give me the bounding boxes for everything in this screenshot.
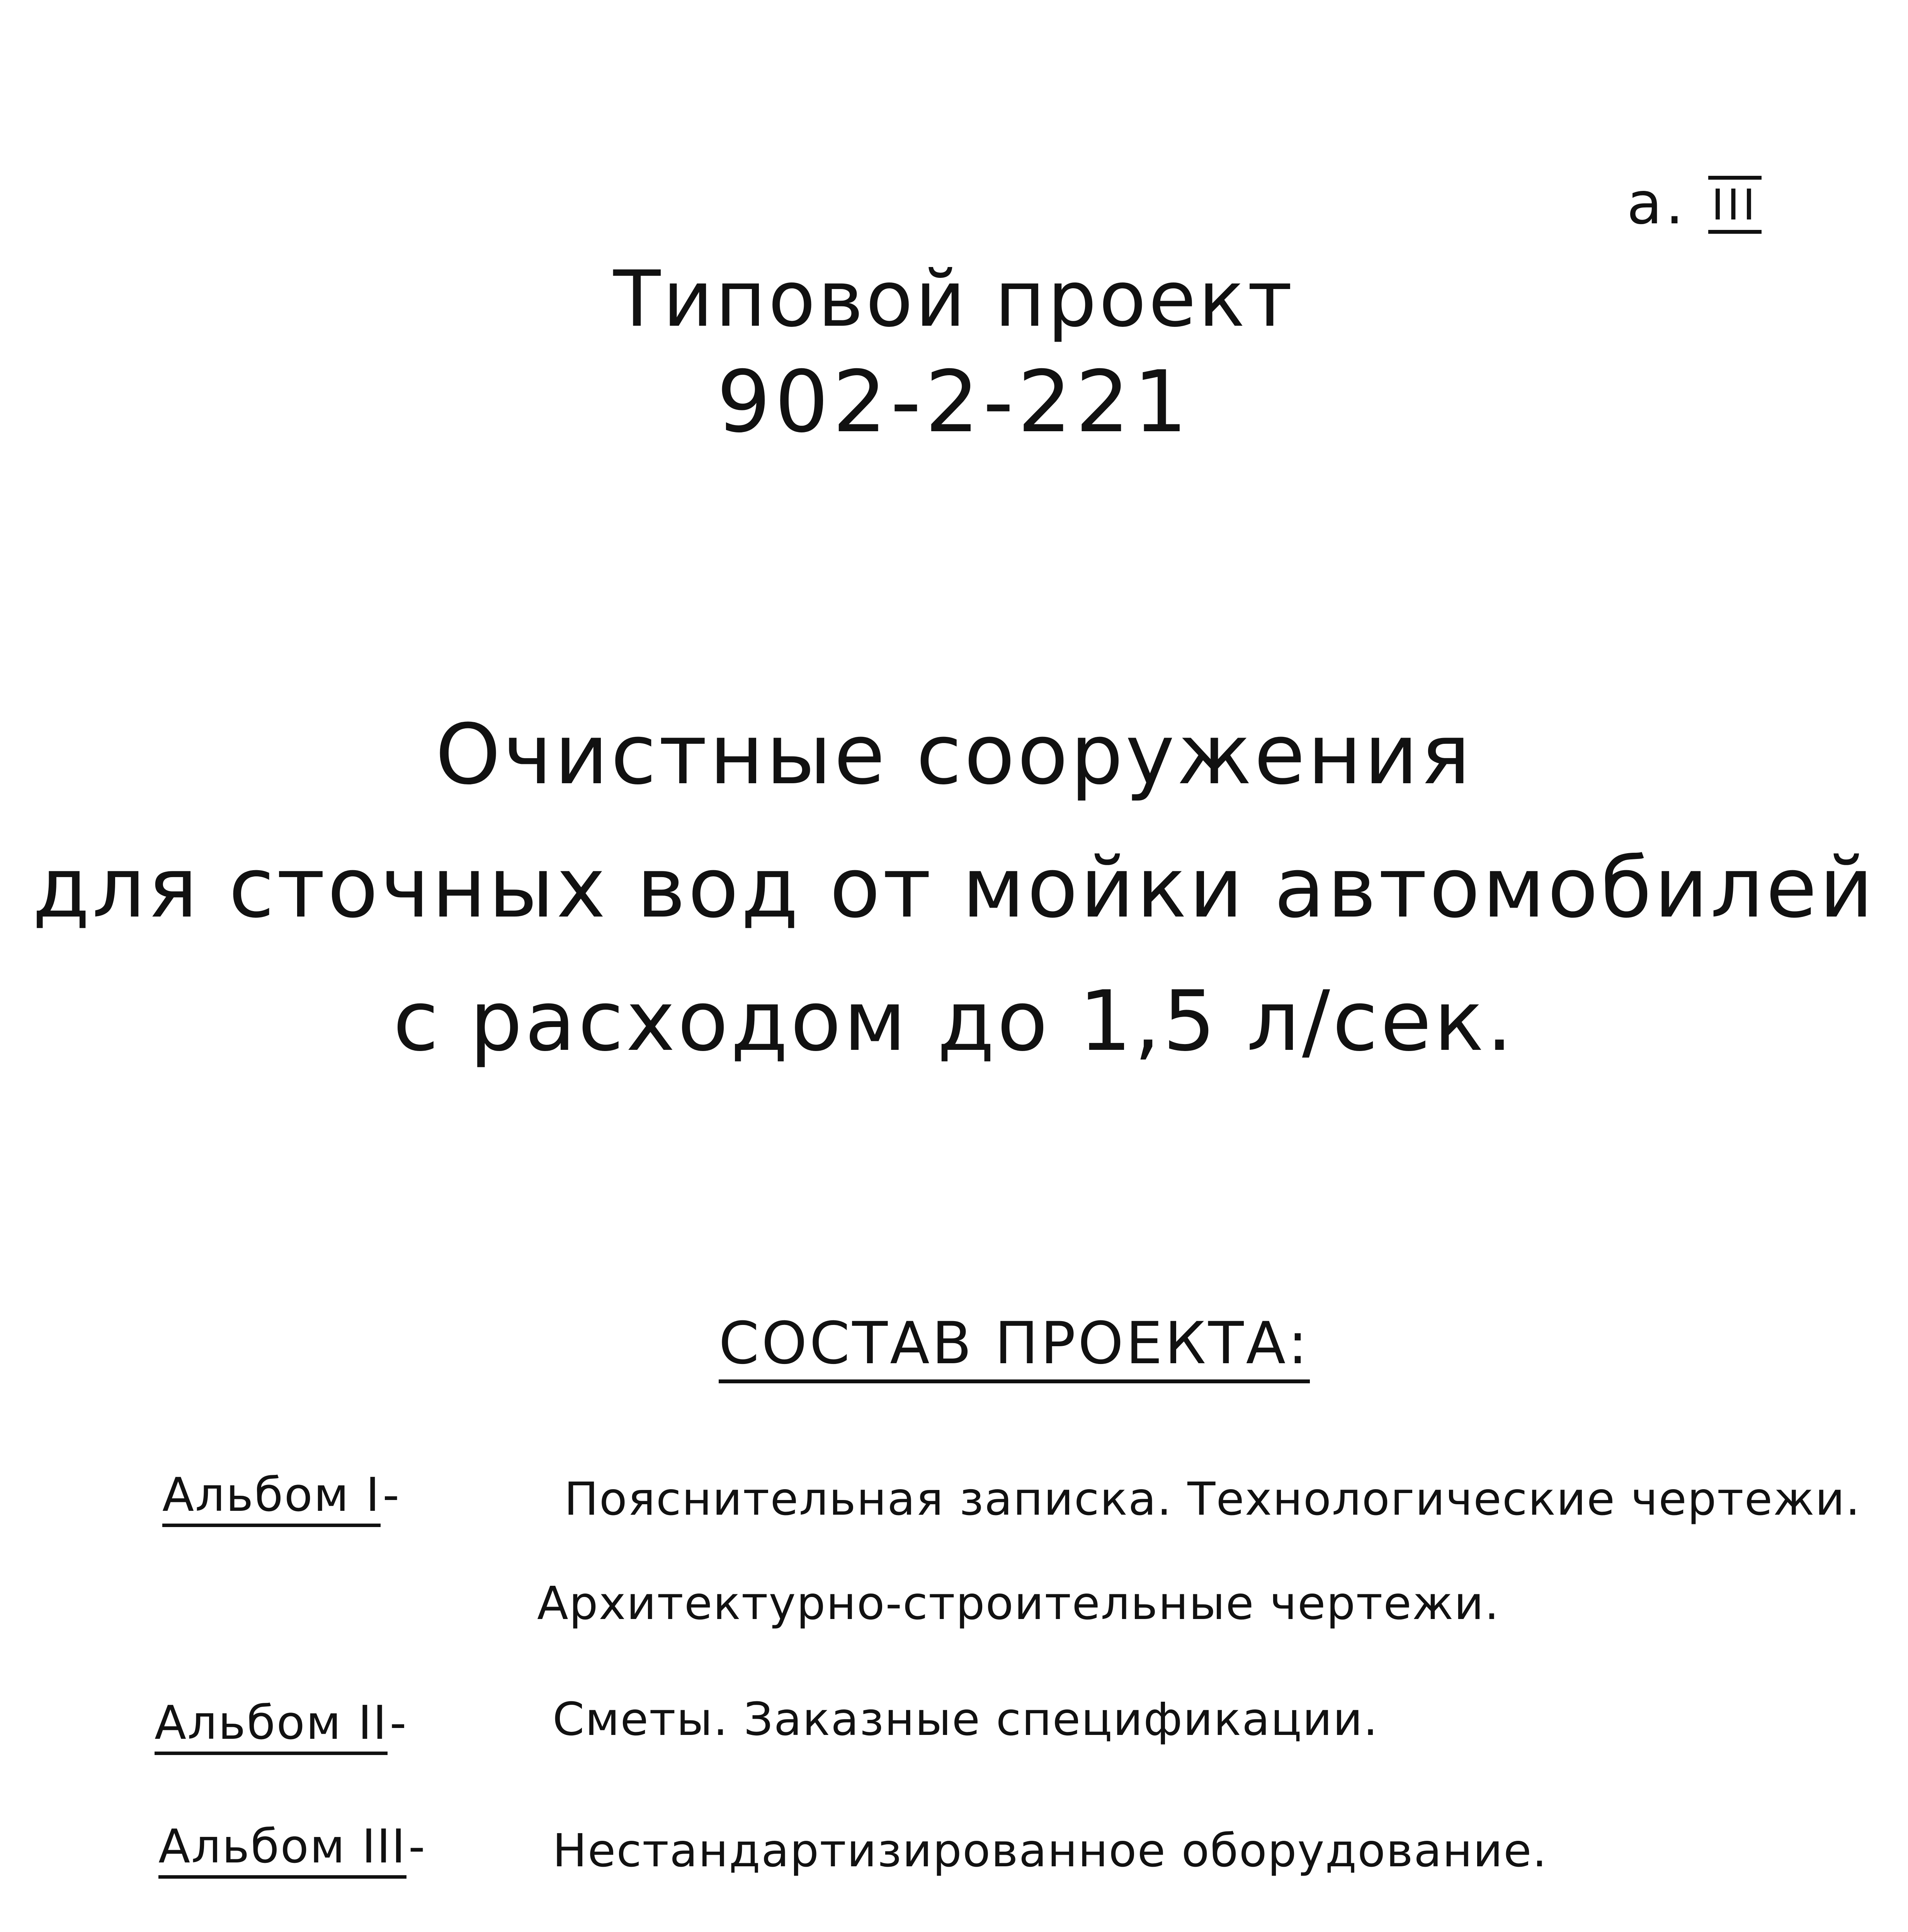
- title-line-2: для сточных вод от мойки автомобилей: [32, 839, 1876, 936]
- album-1-desc-line-2: Архитектурно-строительные чертежи.: [537, 1577, 1500, 1630]
- album-1-key-wrap: [162, 1468, 399, 1522]
- title-line-3: с расходом до 1,5 л/сек.: [393, 973, 1515, 1070]
- album-3-key: Альбом III: [158, 1820, 406, 1879]
- album-2-key-wrap: [155, 1696, 406, 1750]
- album-2-dash: -: [389, 1696, 406, 1750]
- project-number: 902-2-221: [716, 352, 1192, 451]
- album-3-dash: -: [408, 1820, 425, 1874]
- corner-mark-numeral: III: [1708, 176, 1761, 234]
- project-label: Типовой проект: [613, 254, 1295, 344]
- album-3-key-wrap: [158, 1820, 425, 1874]
- title-line-1: Очистные сооружения: [435, 706, 1473, 803]
- album-1-desc-line-1: Пояснительная записка. Технологические чертежи.: [564, 1472, 1861, 1526]
- album-3-desc: Нестандартизированное оборудование.: [553, 1824, 1548, 1877]
- album-2-key: Альбом II: [155, 1696, 388, 1755]
- album-2-desc: Сметы. Заказные спецификации.: [553, 1692, 1379, 1746]
- album-1-dash: -: [383, 1468, 400, 1522]
- main-title: [0, 688, 1908, 1088]
- corner-mark: [1627, 170, 1762, 237]
- album-1-key: Альбом I: [162, 1468, 381, 1527]
- project-header: [0, 247, 1908, 452]
- composition-heading: СОСТАВ ПРОЕКТА:: [719, 1310, 1310, 1383]
- corner-mark-letter: a.: [1627, 170, 1687, 237]
